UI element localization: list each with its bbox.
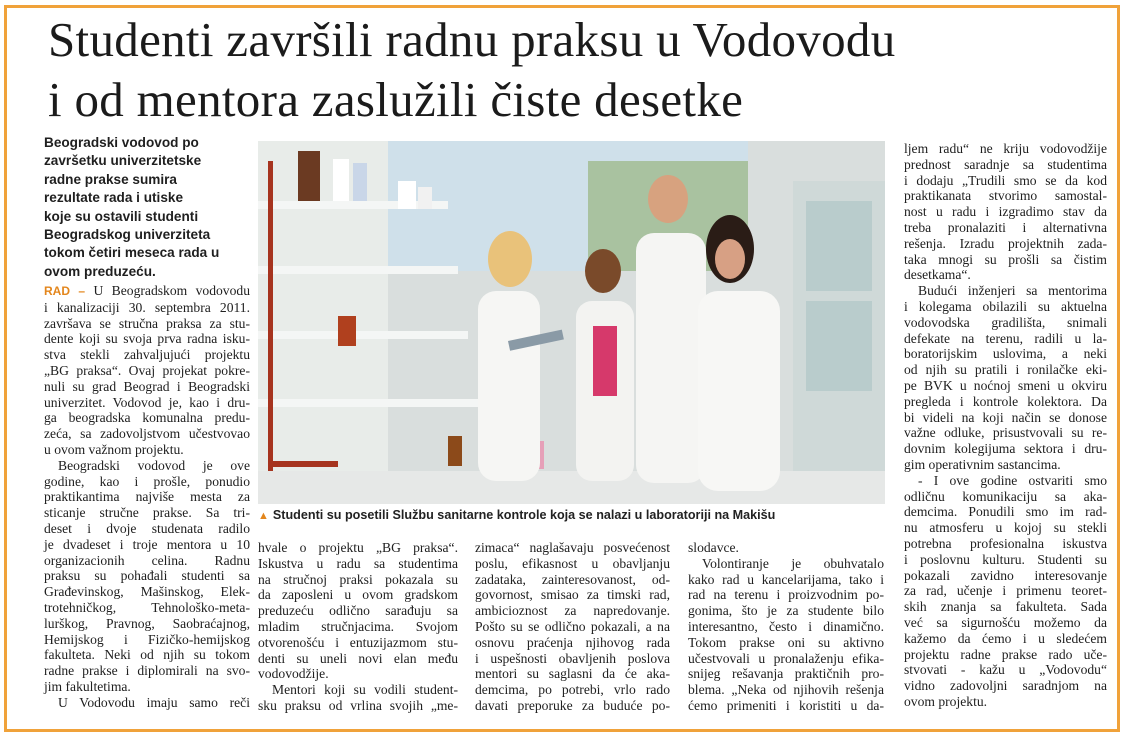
text-line: vidno zadovoljni saradnjom na [904,678,1107,694]
lead-line: tokom četiri meseca rada u [44,245,220,261]
text-line: kako rad u kancelarijama, tako i [688,571,884,587]
text-line: i dodaju „Trudili smo se da kod [904,172,1107,188]
text-line: Beogradski vodovod je ove [58,457,250,473]
text-line: demcima, po potrebi, vrlo rado [475,682,670,698]
headline-line-2: i od mentora zaslužili čiste desetke [48,72,744,127]
text-line: odličnu komunikaciju sa aka- [904,488,1107,504]
text-line: nost u radu i izgradimo stav da [904,204,1107,220]
text-line: projektu radne prakse rado uče- [904,646,1107,662]
text-line: važne odluke, prisustvovali su re- [904,425,1107,441]
text-line: Budući inženjeri sa mentorima [918,283,1107,299]
text-line: stva stekli zahvaljujući projektu [44,347,250,363]
text-line: u ovom važnom projektu. [44,441,184,457]
text-line: ćemo primeniti i koristiti u da- [688,697,884,713]
lead-line: završetku univerzitetske [44,153,202,169]
text-line: potrebna profesionalna iskustva [904,535,1107,551]
text-line: trotehničkog, Tehnološko-meta- [44,599,250,615]
text-line: otvorenošću i entuzijazmom stu- [258,634,458,650]
text-line: interesantno, često i dinamično. [688,618,884,634]
body-column-4 [688,540,884,714]
text-line: nuli su grad Beograd i Beogradski [44,378,250,394]
text-line: zimaca“ naglašavaju posvećenost [475,540,670,555]
text-line: praktikanata stvorimo samostal- [904,188,1107,204]
text-line: defekate na terenu, radili u la- [904,330,1107,346]
text-line: „BG praksa“. Ovaj projekat pokre- [44,362,250,378]
text-line: i uspešnosti obavljenih poslova [475,650,670,666]
text-line: i kanalizaciji 30. septembra 2011. [44,299,250,315]
text-line: boratorijskim uslovima, a neki [904,346,1107,362]
lead-paragraph [44,134,249,281]
text-line [44,283,250,300]
text-line: gim operativnim sastancima. [904,456,1061,472]
text-line: pokazali zavidno interesovanje [904,567,1107,583]
caption-triangle-icon: ▲ [258,510,269,522]
text-line: taka mnogi su prošli sa čistim [904,251,1107,267]
body-column-5 [904,141,1107,710]
text-line: vodovodska gradilišta, snimali [904,314,1107,330]
text-line: poslu, efikasnost u obavljanju [475,555,670,571]
text-line: zeća, sa zadovoljstvom učestvovao [44,426,250,442]
text-line: da zaposleni u ovom gradskom [258,587,458,603]
text-line: ambicioznost za napredovanje. [475,603,670,619]
headline [48,10,1118,130]
text-line: davati preporuke za buduće po- [475,697,670,713]
text-line: snijeg rešavanja praktičnih pro- [688,666,884,682]
text-line: nu atmosferu u kojoj su stekli [904,520,1107,536]
text-line: preduzeću odlično sarađuju sa [258,603,458,619]
text-line: univerzitet. Vodovod je, kao i dru- [44,394,250,410]
lead-line: Beogradskog univerziteta [44,227,211,243]
text-line: denti su uneli novi elan među [258,650,458,666]
text-line: Iskustva u radu sa studentima [258,555,458,571]
body-column-2 [258,540,458,714]
body-column-3 [475,540,670,714]
text-line: Pošto su se odlično pokazali, a na [475,618,670,634]
text-line: rad na terenu i proizvodnim po- [688,587,884,603]
text-line: fakulteta. Neki od njih su tokom [44,647,250,663]
text-line: na stručnoj praksi pokazala su [258,571,458,587]
text-line: učestvovali u pronalaženju efika- [688,650,884,666]
text-line: sku praksu od vrlina svojih „me- [258,697,458,713]
text-line: i poslovnu kulturu. Studenti su [904,551,1107,567]
lead-line: rezultate rada i utiske [44,190,184,206]
article-photo [258,141,885,504]
text-line: radne prakse i diplomirali na svo- [44,663,250,679]
text-line: organizacionih celina. Radnu [44,552,250,568]
photo-caption: ▲ Studenti su posetili Službu sanitarne kontrole koja se nalazi u laboratoriji na Makišu [258,508,776,522]
text-line: dovnim kolegijuma sektora i dru- [904,441,1107,457]
text-line: od njih su pratili i ronilačke eki- [904,362,1107,378]
text-line: godine, kao i prošle, ponudio [44,473,250,489]
text-line: mladim stručnjacima. Svojom [258,618,458,634]
text-line: gonima, što je za studente bilo [688,603,884,619]
text-line: Građevinskog, Mašinskog, Elek- [44,584,250,600]
text-line: desetkama“. [904,267,971,283]
text-line: kažemo da ćemo i u sledećem [904,630,1107,646]
text-line: vodovodžije. [258,666,329,682]
text-line: treba pronalaziti i alternativna [904,219,1107,235]
text-line: prednost saradnje sa studentima [904,156,1107,172]
text-line: Mentori koji su vodili student- [272,682,458,698]
text-line: demcima. Ponudili smo im rad- [904,504,1107,520]
text-line: pe BVK u noćnoj smeni u okviru [904,377,1107,393]
text-line: osnovu praćenja njihovog rada [475,634,670,650]
text-line: zadataka, zainteresovanost, od- [475,571,670,587]
dateline: RAD – [44,284,86,298]
lead-line: ovom preduzeću. [44,263,156,279]
text-line: stvovati - kažu u „Vodovodu“ [904,662,1107,678]
text-line: - I ove godine ostvariti smo [918,472,1107,488]
text-line: hvale o projektu „BG praksa“. [258,540,458,555]
text-line: jim fakultetima. [44,678,131,694]
lead-line: Beogradski vodovod po [44,135,199,150]
text-line: U Vodovodu imaju samo reči [58,694,250,710]
text-line: rešenja. Izradu projektnih zada- [904,235,1107,251]
dateline-text: U Beogradskom vodovodu [85,283,250,298]
text-line: ovom projektu. [904,693,988,709]
text-line: Hemijskog i Fizičko-hemijskog [44,631,250,647]
text-line: završava se stručna praksa za stu- [44,315,250,331]
text-line: praksu su pohađali studenti sa [44,568,250,584]
text-line: ga beogradska komunalna predu- [44,410,250,426]
text-line: mentori su saglasni da će aka- [475,666,670,682]
text-line: deset i dvoje studenata radilo [44,520,250,536]
text-line: blema. „Neka od njihovih rešenja [688,682,884,698]
body-column-1 [44,283,250,711]
text-line: slodavce. [688,540,739,555]
headline-line-1: Studenti završili radnu praksu u Vodovodu [48,12,896,67]
text-line: govornost, smisao za timski rad, [475,587,670,603]
text-line: Tokom prakse oni su aktivno [688,634,884,650]
text-line: praktikantima najviše mesta za [44,489,250,505]
text-line: dente koji su svoja prva radna isku- [44,331,250,347]
text-line: za rad, učenje i primenu teoret- [904,583,1107,599]
text-line: je dvadeset i troje mentora u 10 [44,536,250,552]
text-line: pregleda i kontrole kolektora. Da [904,393,1107,409]
lead-line: koje su ostavili studenti [44,208,199,224]
text-line: Volontiranje je obuhvatalo [702,555,884,571]
text-line: već sa sigurnošću možemo da [904,614,1107,630]
text-line: sticanje stručne prakse. Sa tri- [44,505,250,521]
text-line: ljem radu“ ne kriju vodovodžije [904,141,1107,156]
lead-line: radne prakse sumira [44,171,177,187]
text-line: skih znanja sa fakulteta. Sada [904,599,1107,615]
text-line: bi videli na koji način se donose [904,409,1107,425]
text-line: i kolegama obilazili su aktuelna [904,298,1107,314]
text-line: lurškog, Pravnog, Saobraćajnog, [44,615,250,631]
